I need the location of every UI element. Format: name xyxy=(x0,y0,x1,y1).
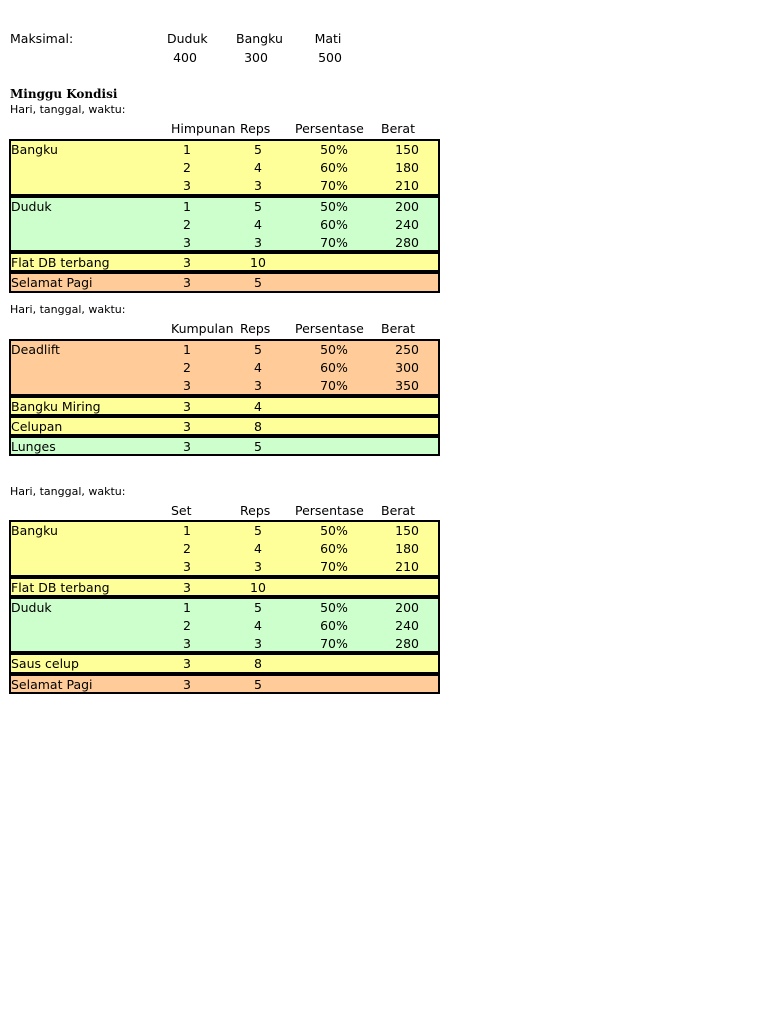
exercise-name: Duduk xyxy=(11,599,52,615)
exercise-name: Bangku xyxy=(11,523,58,538)
reps-cell: 4 xyxy=(254,398,262,414)
column-header-weight: Berat xyxy=(381,503,415,518)
exercise-name: Lunges xyxy=(11,439,56,454)
percentage-cell: 70% xyxy=(320,636,348,652)
table-row xyxy=(11,177,438,195)
exercise-group xyxy=(9,653,440,673)
column-header-pct: Persentase xyxy=(295,321,364,336)
reps-cell: 5 xyxy=(254,198,262,214)
set-cell: 2 xyxy=(183,541,191,557)
weight-cell: 210 xyxy=(395,178,419,194)
set-cell: 1 xyxy=(183,523,191,538)
exercise-name: Flat DB terbang xyxy=(11,255,110,271)
table-row xyxy=(11,359,438,377)
reps-cell: 5 xyxy=(254,439,262,454)
exercise-name: Flat DB terbang xyxy=(11,579,110,595)
exercise-group xyxy=(9,520,440,577)
column-header-pct: Persentase xyxy=(295,503,364,518)
reps-cell: 5 xyxy=(254,275,262,291)
exercise-group xyxy=(9,272,440,292)
weight-cell: 250 xyxy=(395,342,419,357)
exercise-name: Bangku xyxy=(11,142,58,157)
set-cell: 1 xyxy=(183,198,191,214)
weight-cell: 150 xyxy=(395,523,419,538)
column-header-reps: Reps xyxy=(240,503,271,518)
weight-cell: 200 xyxy=(395,599,419,615)
percentage-cell: 60% xyxy=(320,216,348,232)
set-cell: 3 xyxy=(183,656,191,672)
weight-cell: 150 xyxy=(395,142,419,157)
reps-cell: 10 xyxy=(250,255,266,271)
set-cell: 2 xyxy=(183,160,191,176)
reps-cell: 5 xyxy=(254,142,262,157)
set-cell: 3 xyxy=(183,559,191,575)
table-row xyxy=(11,341,438,359)
set-cell: 3 xyxy=(183,398,191,414)
date-time-label: Hari, tanggal, waktu: xyxy=(10,103,126,116)
weight-cell: 210 xyxy=(395,559,419,575)
exercise-name: Selamat Pagi xyxy=(11,275,93,291)
percentage-cell: 70% xyxy=(320,178,348,194)
set-cell: 2 xyxy=(183,360,191,376)
set-cell: 3 xyxy=(183,418,191,434)
table-row xyxy=(11,579,438,597)
weight-cell: 240 xyxy=(395,617,419,633)
max-duduk-value: 400 xyxy=(173,50,197,65)
reps-cell: 3 xyxy=(254,636,262,652)
reps-cell: 5 xyxy=(254,599,262,615)
percentage-cell: 60% xyxy=(320,160,348,176)
reps-cell: 5 xyxy=(254,523,262,538)
table-row xyxy=(11,377,438,395)
reps-cell: 8 xyxy=(254,656,262,672)
percentage-cell: 70% xyxy=(320,378,348,394)
set-cell: 3 xyxy=(183,579,191,595)
column-header-set: Set xyxy=(171,503,192,518)
exercise-group xyxy=(9,196,440,253)
exercise-group xyxy=(9,597,440,654)
set-cell: 1 xyxy=(183,142,191,157)
reps-cell: 5 xyxy=(254,676,262,692)
reps-cell: 4 xyxy=(254,541,262,557)
table-row xyxy=(11,198,438,216)
exercise-name: Duduk xyxy=(11,198,52,214)
reps-cell: 4 xyxy=(254,617,262,633)
max-duduk-name: Duduk xyxy=(167,31,208,46)
weight-cell: 280 xyxy=(395,636,419,652)
column-header-set: Himpunan xyxy=(171,121,236,136)
exercise-group xyxy=(9,436,440,456)
exercise-name: Saus celup xyxy=(11,656,79,672)
percentage-cell: 70% xyxy=(320,559,348,575)
percentage-cell: 60% xyxy=(320,617,348,633)
weight-cell: 180 xyxy=(395,160,419,176)
reps-cell: 4 xyxy=(254,216,262,232)
percentage-cell: 50% xyxy=(320,599,348,615)
max-label: Maksimal: xyxy=(10,31,74,46)
column-header-weight: Berat xyxy=(381,321,415,336)
max-mati-name: Mati xyxy=(314,31,342,46)
table-row xyxy=(11,274,438,292)
percentage-cell: 70% xyxy=(320,234,348,250)
reps-cell: 5 xyxy=(254,342,262,357)
set-cell: 3 xyxy=(183,439,191,454)
weight-cell: 300 xyxy=(395,360,419,376)
weight-cell: 200 xyxy=(395,198,419,214)
exercise-group xyxy=(9,252,440,272)
exercise-name: Deadlift xyxy=(11,342,60,357)
max-bangku-value: 300 xyxy=(244,50,268,65)
max-bangku-name: Bangku xyxy=(236,31,283,46)
table-row xyxy=(11,141,438,159)
set-cell: 1 xyxy=(183,599,191,615)
set-cell: 1 xyxy=(183,342,191,357)
column-header-reps: Reps xyxy=(240,121,271,136)
table-row xyxy=(11,522,438,540)
table-row xyxy=(11,254,438,272)
exercise-name: Selamat Pagi xyxy=(11,676,93,692)
table-row xyxy=(11,676,438,694)
set-cell: 3 xyxy=(183,275,191,291)
table-row xyxy=(11,599,438,617)
reps-cell: 10 xyxy=(250,579,266,595)
exercise-name: Celupan xyxy=(11,418,63,434)
date-time-label: Hari, tanggal, waktu: xyxy=(10,485,126,498)
percentage-cell: 50% xyxy=(320,523,348,538)
max-mati-value: 500 xyxy=(318,50,342,65)
table-row xyxy=(11,438,438,456)
set-cell: 3 xyxy=(183,636,191,652)
set-cell: 2 xyxy=(183,617,191,633)
percentage-cell: 60% xyxy=(320,360,348,376)
table-row xyxy=(11,617,438,635)
exercise-group xyxy=(9,577,440,597)
table-row xyxy=(11,234,438,252)
reps-cell: 3 xyxy=(254,234,262,250)
column-header-pct: Persentase xyxy=(295,121,364,136)
date-time-label: Hari, tanggal, waktu: xyxy=(10,303,126,316)
percentage-cell: 60% xyxy=(320,541,348,557)
weight-cell: 280 xyxy=(395,234,419,250)
reps-cell: 3 xyxy=(254,178,262,194)
exercise-group xyxy=(9,396,440,416)
exercise-group xyxy=(9,139,440,196)
weight-cell: 240 xyxy=(395,216,419,232)
table-row xyxy=(11,635,438,653)
exercise-group xyxy=(9,674,440,694)
page-title: Minggu Kondisi xyxy=(10,87,118,101)
set-cell: 3 xyxy=(183,676,191,692)
table-row xyxy=(11,159,438,177)
table-row xyxy=(11,540,438,558)
exercise-group xyxy=(9,339,440,396)
table-row xyxy=(11,216,438,234)
reps-cell: 4 xyxy=(254,160,262,176)
column-header-reps: Reps xyxy=(240,321,271,336)
column-header-weight: Berat xyxy=(381,121,415,136)
set-cell: 3 xyxy=(183,255,191,271)
percentage-cell: 50% xyxy=(320,198,348,214)
set-cell: 3 xyxy=(183,378,191,394)
set-cell: 3 xyxy=(183,178,191,194)
exercise-name: Bangku Miring xyxy=(11,398,101,414)
exercise-group xyxy=(9,416,440,436)
table-row xyxy=(11,655,438,673)
reps-cell: 3 xyxy=(254,378,262,394)
table-row xyxy=(11,558,438,576)
percentage-cell: 50% xyxy=(320,142,348,157)
table-row xyxy=(11,398,438,416)
set-cell: 3 xyxy=(183,234,191,250)
percentage-cell: 50% xyxy=(320,342,348,357)
reps-cell: 4 xyxy=(254,360,262,376)
reps-cell: 3 xyxy=(254,559,262,575)
column-header-set: Kumpulan xyxy=(171,321,234,336)
weight-cell: 350 xyxy=(395,378,419,394)
set-cell: 2 xyxy=(183,216,191,232)
table-row xyxy=(11,418,438,436)
weight-cell: 180 xyxy=(395,541,419,557)
reps-cell: 8 xyxy=(254,418,262,434)
